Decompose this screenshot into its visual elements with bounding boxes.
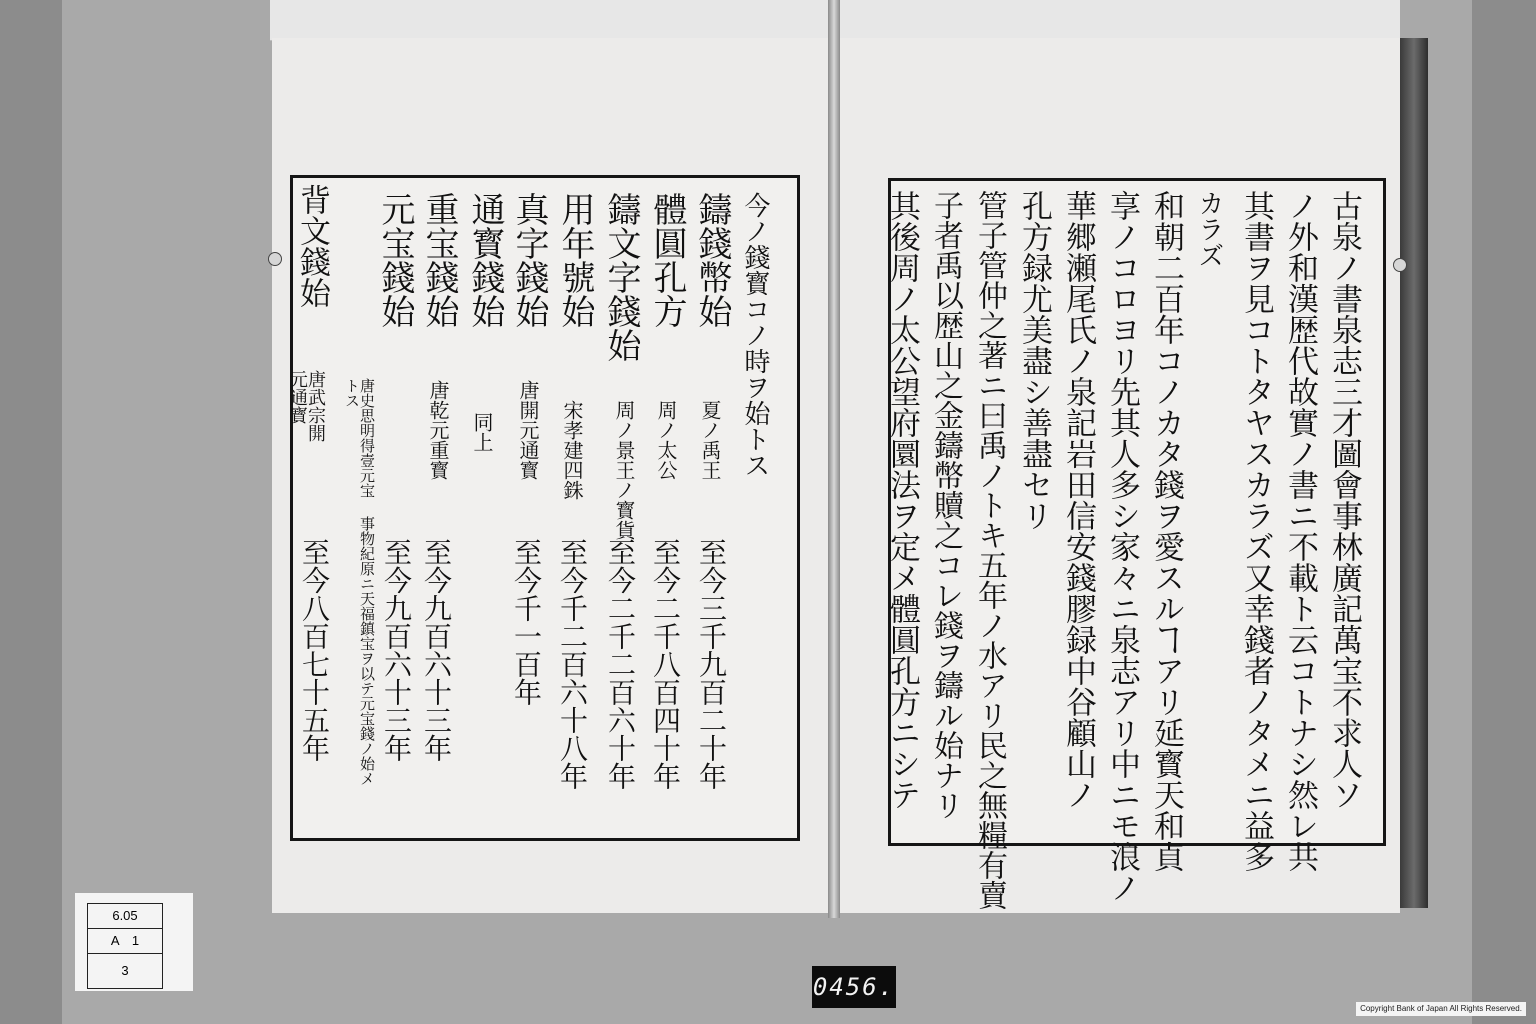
book-spine — [828, 0, 840, 918]
note-column: 唐開元通寳 — [516, 380, 540, 480]
date-column: 至今二千二百六十年 — [604, 538, 637, 790]
text-column: カラズ — [1194, 190, 1224, 268]
note-column: 唐乾元重寳 — [426, 380, 450, 480]
text-column: 和朝二百年コノカタ錢ヲ愛スルヿアリ延寳天和貞 — [1148, 190, 1184, 872]
book-cover-edge — [1400, 38, 1428, 908]
text-column: 其後周ノ太公望府圜法ヲ定メ體圓孔方ニシテ — [884, 190, 920, 810]
text-column: 華郷瀬尾氏ノ泉記岩田信安錢膠録中谷顧山ノ — [1060, 190, 1096, 810]
heading-column: 鑄文字錢始 — [601, 192, 641, 362]
text-column: 子者禹以歴山之金鑄幣贖之コレ錢ヲ鑄ル始ナリ — [928, 190, 963, 820]
heading-column: 背文錢始 — [294, 184, 330, 308]
date-column: 至今九百六十三年 — [420, 538, 453, 762]
heading-column: 重宝錢始 — [419, 192, 459, 328]
note-column: 夏ノ禹王 — [698, 400, 722, 480]
binding-hole-right — [1393, 258, 1407, 272]
label-row: A 1 — [88, 929, 162, 954]
heading-column: 體圓孔方 — [647, 192, 687, 328]
archive-label — [87, 903, 163, 989]
intro-column: 今ノ錢寳コノ時ヲ始トス — [740, 192, 770, 478]
binding-hole-left — [268, 252, 282, 266]
heading-column: 通寳錢始 — [465, 192, 505, 328]
text-column: 古泉ノ書泉志三才圖會事林廣記萬宝不求人ソ — [1326, 190, 1362, 810]
copyright-notice: Copyright Bank of Japan All Rights Reserved. — [1356, 1002, 1526, 1016]
text-column: 管子管仲之著ニ曰禹ノトキ五年ノ水アリ民之無糧有賣 — [972, 190, 1007, 910]
note-column: 周ノ景王ノ寳貨 — [612, 400, 636, 540]
date-column: 至今千二百六十八年 — [556, 538, 589, 790]
date-column: 至今千一百年 — [510, 538, 543, 706]
date-column: 至今九百六十三年 — [380, 538, 413, 762]
text-column: 享ノコロヨリ先其人多シ家々ニ泉志アリ中ニモ浪ノ — [1104, 190, 1140, 903]
text-column: 其書ヲ見コトタヤスカラズ又幸錢者ノタメニ益多 — [1238, 190, 1274, 872]
text-column: ノ外和漢歴代故實ノ書ニ不載ト云コトナシ然レ共 — [1282, 190, 1318, 872]
date-column: 至今二千八百四十年 — [649, 538, 682, 790]
heading-column: 真字錢始 — [509, 192, 549, 328]
label-row: 3 — [121, 963, 129, 978]
note-column: 唐武宗開元通寳 — [287, 370, 326, 442]
note-column: 同上 — [470, 412, 494, 452]
heading-column: 鑄錢幣始 — [692, 192, 732, 328]
note-column: 宋孝建四銖 — [560, 400, 584, 500]
label-row: 6.05 — [88, 904, 162, 929]
note-column: 周ノ太公 — [654, 400, 678, 480]
date-column: 至今八百七十五年 — [298, 538, 331, 762]
date-column: 至今三千九百二十年 — [695, 538, 728, 790]
heading-column: 用年號始 — [555, 192, 595, 328]
heading-column: 元宝錢始 — [375, 192, 415, 328]
text-column: 孔方録尤美盡シ善盡セリ — [1016, 190, 1052, 531]
note-column: 唐史思明得壹元宝 事物紀原ニ天福鎮宝ヲ以テ元宝錢ノ始メトス — [343, 378, 376, 786]
frame-number: 0456. — [812, 966, 896, 1008]
